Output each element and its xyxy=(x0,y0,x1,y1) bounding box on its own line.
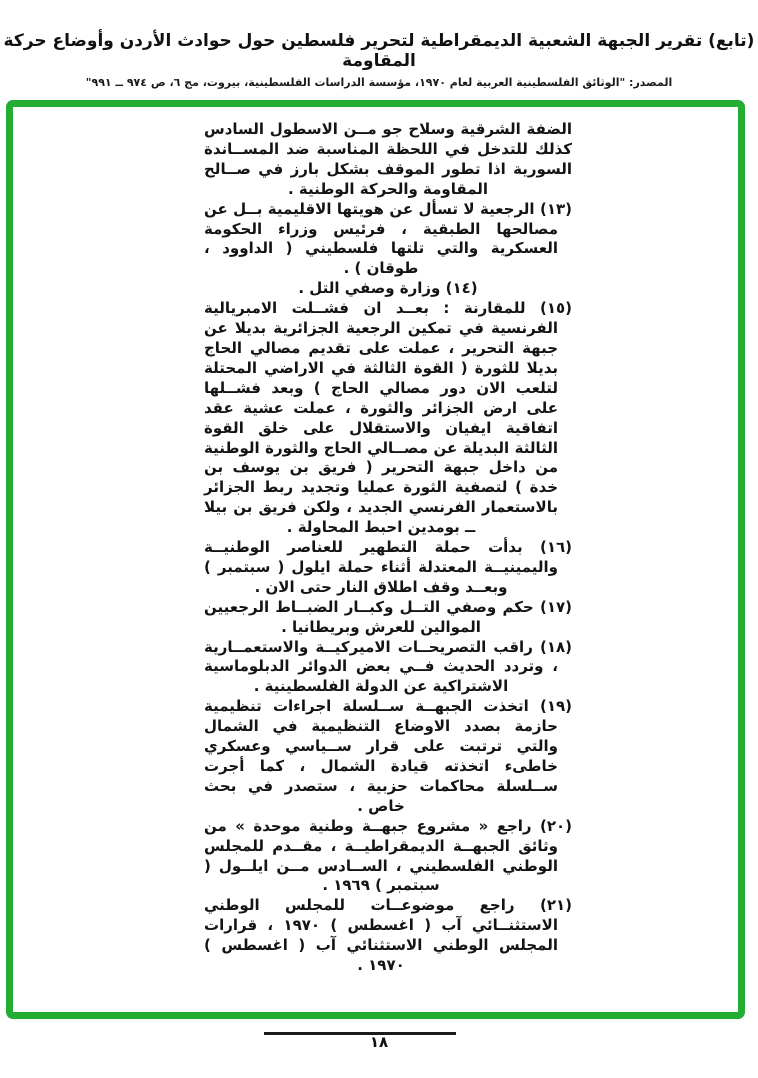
footnote-number: (١٨) xyxy=(539,637,572,656)
footnotes-list xyxy=(204,200,572,976)
footnote-number: (١٧) xyxy=(539,597,572,616)
footnote-item: (١٧) حكم وصفي التــل وكبــار الضبــاط الرجعيين الموالين للعرش وبريطانيا . xyxy=(204,597,572,636)
footnote-number: (١٤) xyxy=(445,279,478,298)
footnote-item: (١٩) اتخذت الجبهــة ســلسلة اجراءات تنظيمية حازمة بصدد الاوضاع التنظيمية في الشمال والتي ترتبت على قرار ســياسي وعسكري خاطىء اتخذته قيادة الشمال ، كما أجرت ســلسلة محاكمات حزبية ، ستصدر في بحث خاص . xyxy=(204,697,572,815)
document-source-line: المصدر: "الوثائق الفلسطينية العربية لعام ١٩٧٠، مؤسسة الدراسات الفلسطينية، بيروت، مج ٦، ص ٩٧٤ ــ ٩٩١" xyxy=(85,76,673,89)
page-header xyxy=(0,0,758,89)
footnote-number: (١٦) xyxy=(539,538,572,557)
footnote-item: (١٦) بدأت حملة التطهير للعناصر الوطنيــة واليمينيــة المعتدلة أثناء حملة ايلول ( سبتمبر ) وبعــد وقف اطلاق النار حتى الان . xyxy=(204,538,572,596)
footnote-item: (٢٠) راجع « مشروع جبهــة وطنية موحدة » من وثائق الجبهــة الديمقراطيــة ، مقــدم للمجلس الوطني الفلسطيني ، الســادس مــن ايلــول ( سبتمبر ) ١٩٦٩ . xyxy=(204,816,572,895)
footnote-item: (١٤) وزارة وصفي التل . xyxy=(298,279,478,298)
page-number: ١٨ xyxy=(369,1033,389,1051)
footnote-number: (١٩) xyxy=(539,697,572,716)
document-title: (تابع) تقرير الجبهة الشعبية الديمقراطية لتحرير فلسطين حول حوادث الأردن وأوضاع حركة المقاومة xyxy=(3,31,755,71)
footnote-number: (١٥) xyxy=(539,299,572,318)
body-continuation-paragraph: الضفة الشرقية وسلاح جو مــن الاسطول السادس كذلك للتدخل في اللحظة المناسبة ضد المســاندة السورية اذا تطور الموقف بشكل بارز في صــالح المقاومة والحركة الوطنية . xyxy=(204,120,572,198)
text-column xyxy=(204,120,572,1035)
footnote-number: (٢٠) xyxy=(539,816,572,835)
footnote-item: (٢١) راجع موضوعــات للمجلس الوطني الاستثنــائي آب ( اغسطس ) ١٩٧٠ ، قرارات المجلس الوطني الاستثنائي آب ( اغسطس ) ١٩٧٠ . xyxy=(204,896,572,975)
footnote-number: (١٣) xyxy=(539,199,572,218)
footnote-number: (٢١) xyxy=(539,896,572,915)
footnote-item: (١٨) راقب التصريحــات الاميركيــة والاستعمــارية ، وتردد الحديث فــي بعض الدوائر الدبلوماسية الاشتراكية عن الدولة الفلسطينية . xyxy=(204,637,572,696)
content-frame xyxy=(6,100,745,1019)
footnote-item: (١٣) الرجعية لا تسأل عن هويتها الاقليمية بــل عن مصالحها الطبقية ، فرئيس وزراء الحكومة العسكرية والتي تلتها فلسطيني ( الداوود ، طوقان ) . xyxy=(204,199,572,278)
footnote-item: (١٥) للمقارنة : بعــد ان فشــلت الامبريالية الفرنسية في تمكين الرجعية الجزائرية بديلا عن جبهة التحرير ، عملت على تقديم مصالي الحاج بديلا للثورة ( القوة الثالثة في الاراضي المحتلة لتلعب الان دور مصالي الحاج ) وبعد فشــلها على ارض الجزائر والثورة ، عملت عشية عقد اتفاقية ايفيان والاستقلال على خلق القوة الثالثة البديلة عن مصــالي الحاج والثورة الوطنية من داخل جبهة التحرير ( فريق بن يوسف بن خدة ) لتصفية الثورة عمليا وتجديد ربط الجزائر بالاستعمار الفرنسي الجديد ، ولكن فريق بن بيلا ــ بومدين احبط المحاولة . xyxy=(204,299,572,537)
